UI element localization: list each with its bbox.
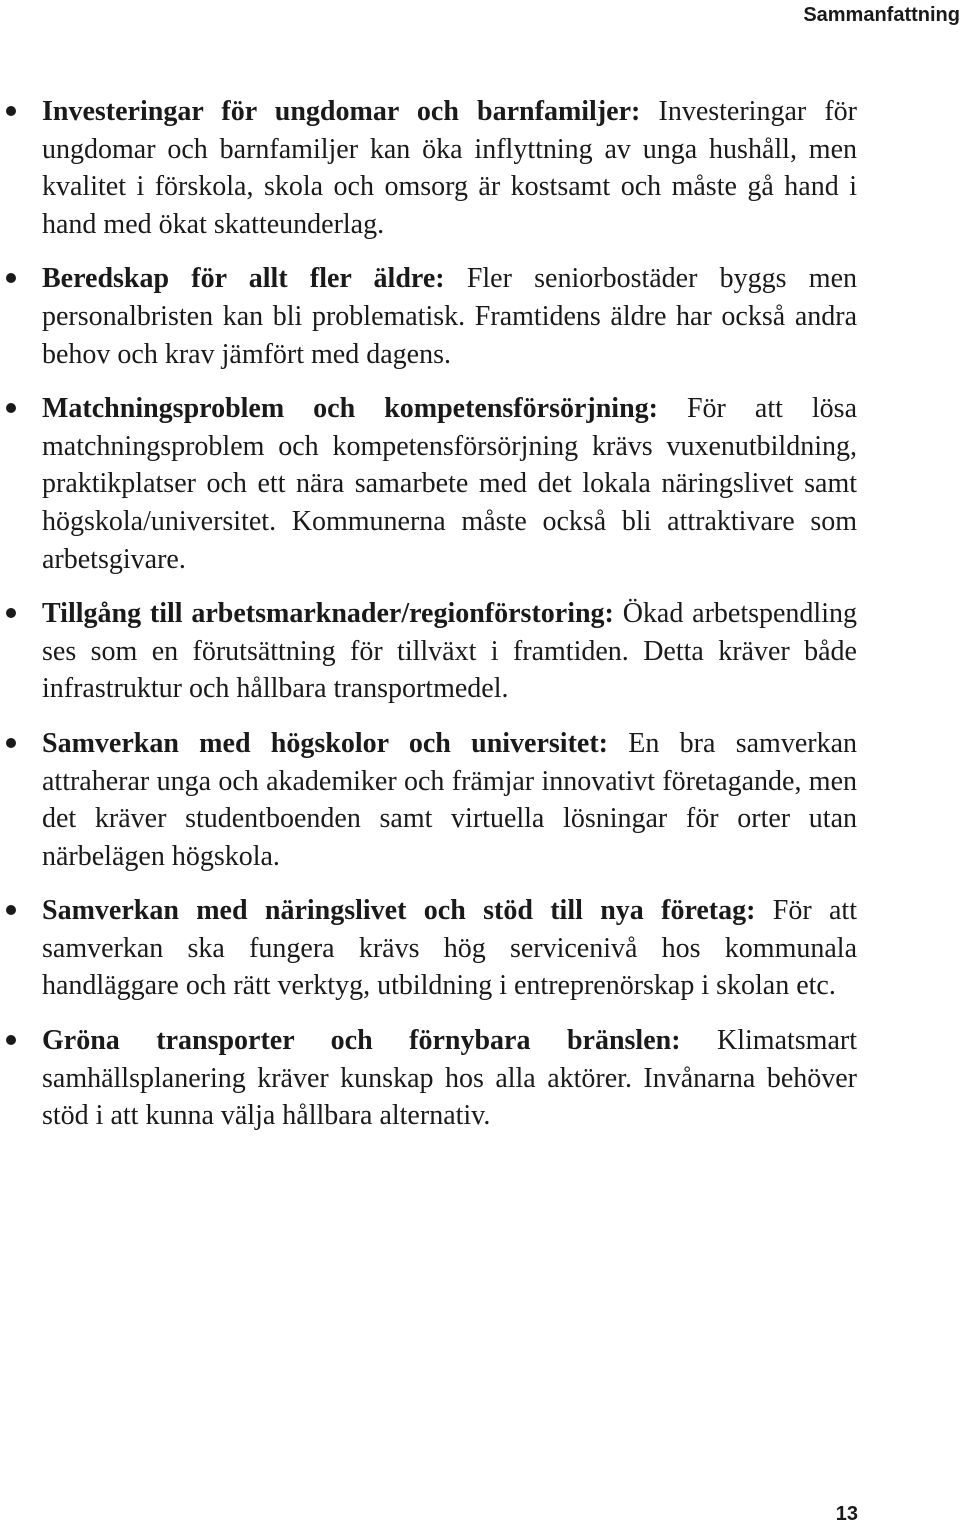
list-item [42, 892, 857, 1005]
list-item [42, 595, 857, 708]
running-header: Sammanfattning [803, 4, 960, 26]
summary-content [42, 93, 857, 1135]
item-title: Gröna transporter och förnybara bränslen: [42, 1025, 681, 1057]
item-text: Ökad arbetspendling ses som en förutsättning för tillväxt i framtiden. Detta kräver både infrastruktur och hållbara transportmedel. [42, 598, 857, 705]
item-text: En bra samverkan attraherar unga och akademiker och främjar innovativt företagande, men det kräver studentboenden samt virtuella lösningar för orter utan närbelägen högskola. [42, 727, 857, 872]
item-text: För att lösa matchningsproblem och kompetensförsörjning krävs vuxenutbildning, praktikplatser och ett nära samarbete med det lokala näringslivet samt högskola/universitet. Kommunerna måste också bli attraktivare som arbetsgivare. [42, 393, 857, 575]
list-item [42, 390, 857, 578]
bullet-icon [6, 106, 16, 116]
list-item [42, 93, 857, 243]
list-item [42, 725, 857, 875]
item-text: För att samverkan ska fungera krävs hög servicenivå hos kommunala handläggare och rätt verktyg, utbildning i entreprenörskap i skolan etc. [42, 895, 857, 1002]
list-item [42, 1022, 857, 1135]
item-text: Investeringar för ungdomar och barnfamiljer kan öka inflyttning av unga hushåll, men kvalitet i förskola, skola och omsorg är kostsamt och måste gå hand i hand med ökat skatteunderlag. [42, 96, 857, 240]
summary-list [42, 93, 857, 1135]
item-title: Investeringar för ungdomar och barnfamiljer: [42, 96, 641, 127]
item-title: Beredskap för allt fler äldre: [42, 263, 445, 295]
bullet-icon [6, 608, 16, 618]
bullet-icon [6, 403, 16, 413]
bullet-icon [6, 273, 16, 283]
bullet-icon [6, 1035, 16, 1045]
item-text: Fler seniorbostäder byggs men personalbristen kan bli problematisk. Framtidens äldre har också andra behov och krav jämfört med dagens. [42, 263, 857, 370]
item-title: Tillgång till arbetsmarknader/regionförstoring: [42, 598, 614, 630]
item-title: Samverkan med näringslivet och stöd till nya företag: [42, 895, 756, 927]
page-number: 13 [835, 1503, 858, 1525]
bullet-icon [6, 905, 16, 915]
item-text: Klimatsmart samhällsplanering kräver kunskap hos alla aktörer. Invånarna behöver stöd i att kunna välja hållbara alternativ. [42, 1025, 857, 1132]
list-item [42, 260, 857, 373]
item-title: Matchningsproblem och kompetensförsörjning: [42, 393, 658, 425]
item-title: Samverkan med högskolor och universitet: [42, 727, 608, 759]
bullet-icon [6, 738, 16, 748]
